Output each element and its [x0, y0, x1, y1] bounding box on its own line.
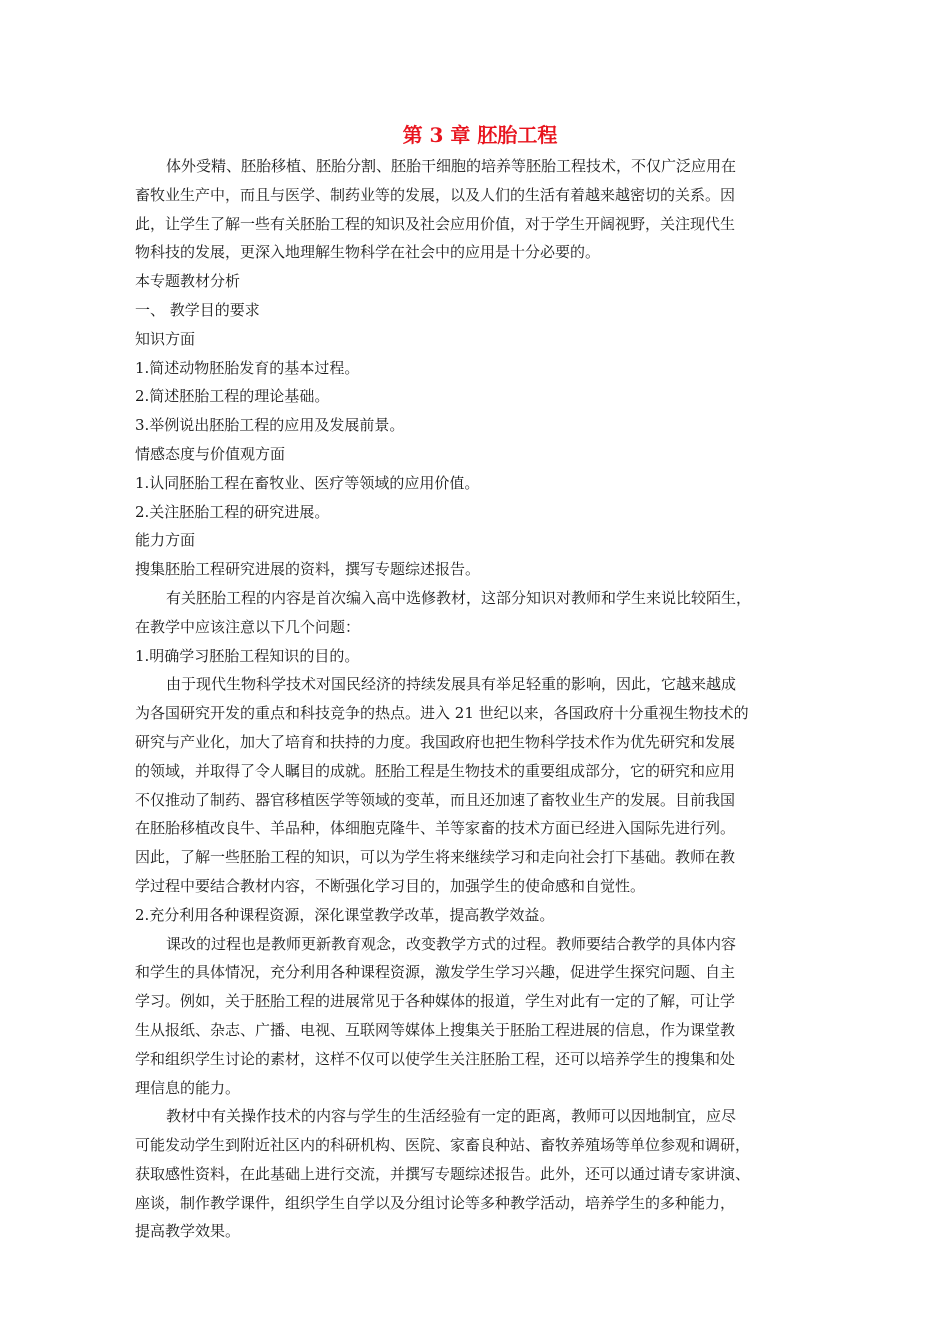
text-line: 情感态度与价值观方面: [135, 444, 286, 463]
text-line: 此，让学生了解一些有关胚胎工程的知识及社会应用价值，对于学生开阔视野，关注现代生: [135, 214, 736, 233]
text-line: 1.简述动物胚胎发育的基本过程。: [135, 358, 360, 377]
text-line: 学习。例如，关于胚胎工程的进展常见于各种媒体的报道，学生对此有一定的了解，可让学: [135, 992, 736, 1011]
text-line: 畜牧业生产中，而且与医学、制药业等的发展，以及人们的生活有着越来越密切的关系。因: [135, 185, 736, 204]
text-line: 2.关注胚胎工程的研究进展。: [135, 502, 330, 521]
text-line: 知识方面: [135, 329, 196, 348]
text-line: 座谈，制作教学课件，组织学生自学以及分组讨论等多种教学活动，培养学生的多种能力，: [135, 1193, 736, 1212]
text-line: 2.充分利用各种课程资源，深化课堂教学改革，提高教学效益。: [135, 905, 555, 924]
text-line: 一、 教学目的要求: [135, 300, 260, 319]
text-line: 因此，了解一些胚胎工程的知识，可以为学生将来继续学习和走向社会打下基础。教师在教: [135, 848, 736, 867]
text-line: 在胚胎移植改良牛、羊品种，体细胞克隆牛、羊等家畜的技术方面已经进入国际先进行列。: [135, 819, 736, 838]
text-line: 本专题教材分析: [135, 272, 241, 291]
text-line: 有关胚胎工程的内容是首次编入高中选修教材，这部分知识对教师和学生来说比较陌生，: [166, 588, 752, 607]
text-line: 3.举例说出胚胎工程的应用及发展前景。: [135, 416, 405, 435]
text-line: 能力方面: [135, 531, 196, 550]
text-line: 为各国研究开发的重点和科技竞争的热点。进入 21 世纪以来，各国政府十分重视生物技术的: [135, 704, 749, 723]
text-line: 不仅推动了制药、器官移植医学等领域的变革，而且还加速了畜牧业生产的发展。目前我国: [135, 790, 736, 809]
text-line: 1.认同胚胎工程在畜牧业、医疗等领域的应用价值。: [135, 473, 480, 492]
text-line: 体外受精、胚胎移植、胚胎分割、胚胎干细胞的培养等胚胎工程技术，不仅广泛应用在: [166, 157, 737, 175]
text-line: 和学生的具体情况，充分利用各种课程资源，激发学生学习兴趣，促进学生探究问题、自主: [135, 963, 736, 982]
text-line: 的领域，并取得了令人瞩目的成就。胚胎工程是生物技术的重要组成部分，它的研究和应用: [135, 761, 736, 780]
text-line: 教材中有关操作技术的内容与学生的生活经验有一定的距离，教师可以因地制宜，应尽: [166, 1107, 737, 1126]
text-line: 搜集胚胎工程研究进展的资料，撰写专题综述报告。: [135, 560, 481, 579]
document-page: [135, 118, 815, 1246]
text-line: 生从报纸、杂志、广播、电视、互联网等媒体上搜集关于胚胎工程进展的信息，作为课堂教: [135, 1020, 736, 1039]
text-line: 获取感性资料，在此基础上进行交流，并撰写专题综述报告。此外，还可以通过请专家讲演、: [135, 1164, 751, 1183]
text-line: 物科技的发展，更深入地理解生物科学在社会中的应用是十分必要的。: [135, 243, 601, 262]
text-line: 学过程中要结合教材内容，不断强化学习目的，加强学生的使命感和自觉性。: [135, 876, 646, 895]
text-line: 理信息的能力。: [135, 1078, 241, 1097]
document-body: [135, 152, 815, 1246]
text-line: 由于现代生物科学技术对国民经济的持续发展具有举足轻重的影响，因此，它越来越成: [166, 675, 737, 694]
text-line: 1.明确学习胚胎工程知识的目的。: [135, 646, 360, 665]
chapter-title: 第 3 章 胚胎工程: [402, 123, 558, 147]
text-line: 课改的过程也是教师更新教育观念，改变教学方式的过程。教师要结合教学的具体内容: [166, 934, 737, 953]
text-line: 提高教学效果。: [135, 1222, 241, 1241]
text-line: 研究与产业化，加大了培育和扶持的力度。我国政府也把生物科学技术作为优先研究和发展: [135, 732, 736, 751]
text-line: 学和组织学生讨论的素材，这样不仅可以使学生关注胚胎工程，还可以培养学生的搜集和处: [135, 1049, 736, 1068]
text-line: 可能发动学生到附近社区内的科研机构、医院、家畜良种站、畜牧养殖场等单位参观和调研，: [135, 1136, 751, 1155]
text-line: 在教学中应该注意以下几个问题：: [135, 617, 361, 636]
text-line: 2.简述胚胎工程的理论基础。: [135, 387, 330, 406]
